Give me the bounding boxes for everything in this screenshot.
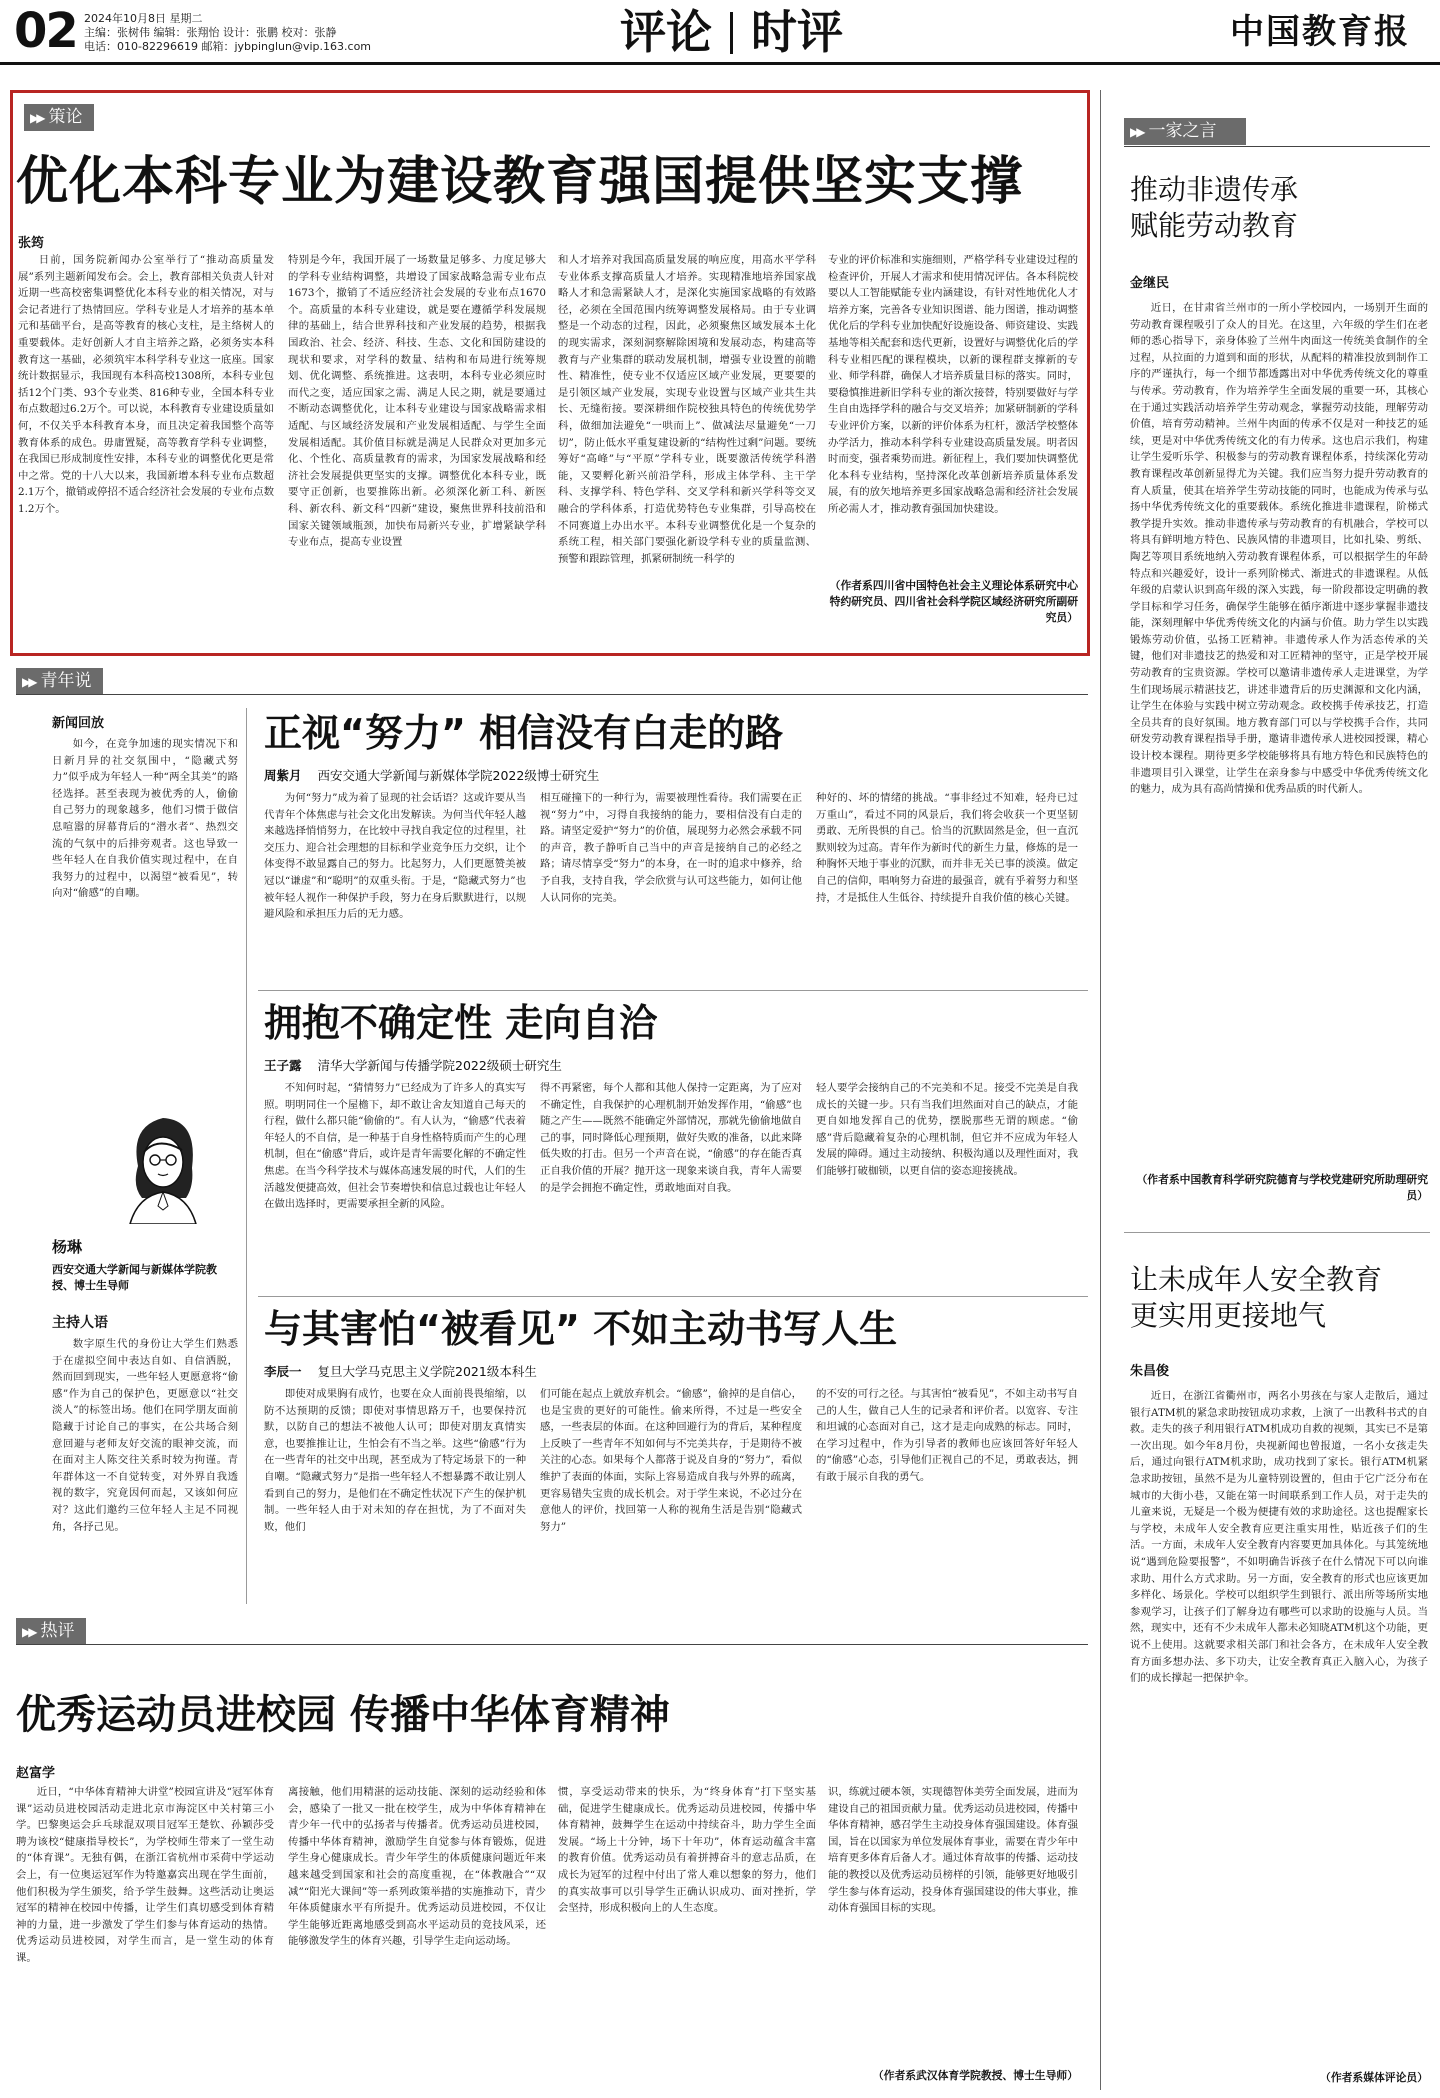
youth-article-1-byline bbox=[264, 766, 599, 784]
hot-author: 赵富学 bbox=[16, 1766, 56, 1781]
right-column-divider bbox=[1100, 90, 1101, 2090]
arrow-icon: ▶▶ bbox=[30, 111, 43, 125]
right-article-1-author: 金继民 bbox=[1130, 276, 1170, 291]
youth-article-3-byline bbox=[264, 1362, 537, 1380]
arrow-icon: ▶▶ bbox=[1130, 125, 1143, 139]
lead-title: 优化本科专业为建设教育强国提供坚实支撑 bbox=[16, 152, 1024, 212]
author-name: 李辰一 bbox=[264, 1364, 302, 1379]
paper-logo: 中国教育报 bbox=[1230, 12, 1410, 52]
host-words-heading: 主持人语 bbox=[52, 1315, 108, 1331]
right-tag-label: 一家之言 bbox=[1148, 121, 1217, 141]
youth-article-3-col-3: 的不安的可行之径。与其害怕“被看见”，不如主动书写自己的人生，做自己人生的记录者和评价者。以宽容、专注和坦诚的心态面对自己，这才是走向成熟的标志。同时，在学习过程中，作为引导者的教师也应该回答好年轻人的“偷感”心态，引导他们正视自己的不足，勇敢表达，拥有敢于展示自我的勇气。 bbox=[816, 1388, 1078, 1483]
right-article-2-author: 朱昌俊 bbox=[1130, 1364, 1170, 1379]
youth-article-1-title: 正视“努力” 相信没有白走的路 bbox=[264, 711, 784, 755]
lead-col-4 bbox=[828, 252, 1078, 564]
author-affiliation: 复旦大学马克思主义学院2021级本科生 bbox=[317, 1364, 537, 1379]
youth-article-2-col-1: 不知何时起，“猜情努力”已经成为了许多人的真实写照。明明同住一个屋檐下，却不敢让舍友知道自己每天的行程，做什么都只能“偷偷的”。有人认为，“偷感”代表着年轻人的不自信，是一种基于自身性格特质而产生的心理机制，但在“偷感”背后，或许是青年需要化解的不确定性焦虑。在当今科学技术与媒体高速发展的时代，人们的生活越发便捷高效，但社会节奏增快和信息过载也让年轻人在做出选择时，更需要承担全新的风险。 bbox=[264, 1082, 526, 1211]
hot-tag bbox=[16, 1618, 86, 1645]
right-article-2-note: （作者系媒体评论员） bbox=[1320, 2071, 1428, 2084]
lead-author-note: （作者系四川省中国特色社会主义理论体系研究中心特约研究员、四川省社会科学院区域经济研究所副研究员） bbox=[829, 579, 1078, 624]
author-affiliation: 清华大学新闻与传播学院2022级硕士研究生 bbox=[317, 1058, 562, 1073]
hot-col-1: 近日，“中华体育精神大讲堂”校园宣讲及“冠军体育课”运动员进校园活动走进北京市海淀区中关村第三小学。巴黎奥运会乒乓球混双项目冠军王楚钦、孙颖莎受聘为该校“健康指导校长”，为学校师生带来了一堂生动的“体育课”。无独有偶，在浙江省杭州市采荷中学运动会上，有一位奥运冠军作为特邀嘉宾出现在学生面前，他们积极为学生颁奖，给予学生鼓舞。这些活动让奥运冠军的精神在校园中传播，让学生们真切感受到体育精神的力量，进一步激发了学生们参与体育运动的热情。优秀运动员进校园，对学生而言，是一堂生动的体育课。 bbox=[16, 1786, 274, 1964]
arrow-icon: ▶▶ bbox=[22, 1625, 35, 1639]
editor-line: 主编：张树伟 编辑：张翔怡 设计：张鹏 校对：张静 bbox=[84, 26, 337, 39]
host-name: 杨琳 bbox=[52, 1238, 83, 1256]
issue-date: 2024年10月8日 星期二 bbox=[84, 12, 203, 25]
contact-line: 电话：010-82296619 邮箱：jybpinglun@vip.163.com bbox=[84, 40, 372, 53]
lead-author: 张筠 bbox=[18, 236, 45, 251]
youth-article-1-col-3: 种好的、坏的情绪的挑战。“事非经过不知难，轻舟已过万重山”，看过不同的风景后，我们将会收获一个更坚韧勇敢、无所畏惧的自己。恰当的沉默固然是金，但一直沉默则较为过高。青年作为新时代的新生力量，修炼的是一种胸怀天地于事业的沉默，而并非无关已事的淡漠。做定自己的信仰，唱响努力奋进的最强音，就有乎着努力和坚持，才是抵住人生低谷、持续提升自我价值的核心关键。 bbox=[816, 792, 1078, 904]
youth-tag bbox=[16, 668, 103, 695]
news-replay-text: 如今，在竞争加速的现实情况下和日新月异的社交氛围中，“隐藏式努力”似乎成为年轻人一种“两全其美”的路径选择。甚至表现为被优秀的人，偷偷自己努力的现象越多，他们习惯于做信息喧嚣的屏幕背后的“潜水者”、热烈交流的气氛中的后排旁观者。这也导致一些年轻人在自我价值实现过程中，在自我努力的过程中，以渴望“被看见”，转向对“偷感”的自嘲。 bbox=[52, 738, 238, 900]
host-description: 西安交通大学新闻与新媒体学院教授、博士生导师 bbox=[52, 1263, 217, 1292]
author-name: 周紫月 bbox=[264, 768, 302, 783]
hot-col-2: 离接触，他们用精湛的运动技能、深刻的运动经验和体会，感染了一批又一批在校学生，成为中华体育精神在青少年一代中的弘扬者与传播者。优秀运动员进校园，传播中华体育精神，激励学生自觉参与体育锻炼，促进学生身心健康成长。青少年学生的体质健康问题近年来越来越受到国家和社会的高度重视，在“体教融合”“双减”“阳光大课间”等一系列政策举措的实施推动下，青少年体质健康水平有所提升。优秀运动员进校园，不仅让学生能够近距离地感受到高水平运动员的竞技风采，还能够激发学生的体育兴趣，引导学生走向运动场。 bbox=[288, 1786, 546, 1948]
youth-article-1-col-2: 相互碰撞下的一种行为，需要被理性看待。我们需要在正视“努力”中，习得自我接纳的能力，要相信没有白走的路。请坚定爱护“努力”的价值，展现努力必然会承载不同的声音，教子静听自己当中的声音是接纳自己的必经之路；请尽情享受“努力”的本身，在一时的追求中修养，给予自我，支持自我，学会欣赏与认可这些能力，如何让他人认同你的完美。 bbox=[540, 792, 802, 904]
news-replay-heading: 新闻回放 bbox=[52, 716, 105, 731]
lead-tag bbox=[24, 104, 94, 131]
hot-rule bbox=[16, 1644, 1088, 1645]
right-divider bbox=[1124, 1232, 1430, 1233]
section-a: 评论 bbox=[620, 5, 712, 59]
youth-article-3-col-2: 们可能在起点上就放弃机会。“偷感”，偷掉的是自信心，也是宝贵的更好的可能性。偷来所得，不过是一些安全感，一些表层的体面。在这种回避行为的背后，某种程度上反映了一些青年不知如何与不完美共存，于是期待不被关注的心态。如果每个人都落于说及自身的“努力”，看似维护了表面的体面，实际上容易造成自我与外界的疏离，更容易错失宝贵的成长机会。对于学生来说，不必过分在意他人的评价，找回第一人称的视角生活是告别“隐藏式努力” bbox=[540, 1388, 802, 1533]
right-article-1-note: （作者系中国教育科学研究院德育与学校党建研究所助理研究员） bbox=[1136, 1173, 1428, 1202]
hot-tag-label: 热评 bbox=[40, 1621, 75, 1641]
lead-col-2 bbox=[288, 252, 546, 644]
sidebar-divider bbox=[246, 708, 247, 1604]
hot-col-4: 识，练就过硬本领，实现德智体美劳全面发展，进而为建设自己的祖国贡献力量。优秀运动员进校园，传播中华体育精神，感召学生主动投身体育强国建设。体育强国，旨在以国家为单位发展体育事业，需要在青少年中培育更多体育后备人才。通过体育故事的传播、运动技能的教授以及优秀运动员榜样的引领，能够更好地吸引学生参与体育运动，投身体育强国建设的伟大事业，推动体育强国目标的实现。 bbox=[828, 1786, 1078, 1915]
section-title bbox=[620, 4, 843, 60]
arrow-icon: ▶▶ bbox=[22, 675, 35, 689]
youth-article-1-col-1: 为何“努力”成为着了显现的社会话语？这或许要从当代青年个体焦虑与社会文化出发解读。为何当代年轻人越来越选择悄悄努力，在比较中寻找自我定位的过程里，社交压力、迎合社会理想的目标和学业竞争压力交织，让个体变得不敢显露自己的努力。比起努力，人们更愿赞美被冠以“谦虚”和“聪明”的双重头衔。于是，“隐藏式努力”也被年轻人视作一种保护手段，努力在身后默默进行，以规避风险和承担压力后的无力感。 bbox=[264, 792, 526, 921]
author-affiliation: 西安交通大学新闻与新媒体学院2022级博士研究生 bbox=[317, 768, 600, 783]
author-name: 王子露 bbox=[264, 1058, 302, 1073]
masthead-rule bbox=[0, 62, 1440, 65]
youth-article-3-col-1: 即使对成果胸有成竹，也要在众人面前畏畏缩缩，以防不达预期的反馈；即使对事情思路万千，也要保持沉默，以防自己的想法不被他人认可；即使对朋友真情实意，也要推推让让，生怕会有不当之举。这些“偷感”行为在一些青年的社交中出现，甚至成为了特定场景下的一种自嘲。“隐藏式努力”是指一些年轻人不想暴露不敢让别人看到自己的努力，是他们在不确定性状况下产生的保护机制。一些年轻人由于对未知的存在担忧，为了不面对失败，他们 bbox=[264, 1388, 526, 1533]
youth-article-2-title: 拥抱不确定性 走向自洽 bbox=[264, 1001, 658, 1045]
hot-col-3: 惯，享受运动带来的快乐，为“终身体育”打下坚实基础，促进学生健康成长。优秀运动员进校园，传播中华体育精神，鼓舞学生在运动中持续奋斗，助力学生全面发展。“场上十分钟，场下十年功”，体育运动蕴含丰富的教育价值。优秀运动员有着拼搏奋斗的意志品质，在成长为冠军的过程中付出了常人难以想象的努力，他们的真实故事可以引导学生正确认识成功、面对挫折，学会坚持，形成积极向上的人生态度。 bbox=[558, 1786, 816, 1915]
lead-col-3-text: 和人才培养对我国高质量发展的响应度，用高水平学科专业体系支撑高质量人才培养。实现精准地培养国家战略人才和急需紧缺人才，是深化实施国家战略的有效路径，必须在全国范围内统筹调整发展格局。由于专业调整是一个动态的过程，因此，必须聚焦区域发展本土化的现实需求，深刻洞察解除困境和发展动态，构建高等教育与产业集群的联动发展机制，增强专业设置的前瞻性、精准性，使专业不仅适应区域产业发展，更要要的是引领区域产业发展，实现专业设置与区域产业共生共长、无缝衔接。要深耕细作院校独具特色的传统优势学科，做细加法避免“一哄而上”、做减法尽量避免“一刀切”，防止低水平重复建设新的“结构性过剩”问题。要统筹好“高峰”与“平原”学科专业，既要激活传统学科潜能，又要孵化新兴前沿学科，形成主体学科、主干学科、支撑学科、特色学科、交叉学科和新兴学科等交叉融合的学科体系，打造优势特色专业集群，引导高校在不同赛道上办出水平。本科专业调整优化是一个复杂的系统工程，相关部门要强化新设学科专业的质量监测、预警和跟踪管理，抓紧研制统一科学的 bbox=[558, 254, 816, 565]
section-b: 时评 bbox=[751, 5, 843, 59]
hot-title: 优秀运动员进校园 传播中华体育精神 bbox=[16, 1692, 670, 1738]
masthead-meta bbox=[84, 12, 371, 54]
lead-col-1 bbox=[18, 252, 274, 644]
right-article-2-text: 近日，在浙江省衢州市，两名小男孩在与家人走散后，通过银行ATM机的紧急求助按钮成功求救，上演了一出教科书式的自救。走失的孩子利用银行ATM机成功自救的视频，其实已不是第一次出现。如今年8月份，央视新闻也曾报道，一名小女孩走失后，通过向银行ATM机求助，成功找到了家长。银行ATM机紧急求助按钮，虽然不是为儿童特别设置的，但由于它广泛分布在城市的大街小巷，又能在第一时间联系到工作人员，对于走失的儿童来说，无疑是一个极为便捷有效的求助途径。这也提醒家长与学校，未成年人安全教育应更注重实用性，贴近孩子们的生活。一方面，未成年人安全教育内容要更加具体化。与其笼统地说“遇到危险要报警”，不如明确告诉孩子在什么情况下可以向谁求助、用什么方式求助。另一方面，安全教育的形式也应该更加多样化、场景化。学校可以组织学生到银行、派出所等场所实地参观学习，让孩子们了解身边有哪些可以求助的设施与人员。当然，现实中，还有不少未成年人都未必知晓ATM机这个功能，更说不上使用。这就要求相关部门和社会各方，在未成年人安全教育方面多想办法、多下功夫，让安全教育真正入脑入心，为孩子们的成长撑起一把保护伞。 bbox=[1130, 1390, 1428, 1685]
right-article-2-title: 让未成年人安全教育 更实用更接地气 bbox=[1130, 1263, 1383, 1332]
right-article-1-title: 推动非遗传承 赋能劳动教育 bbox=[1130, 173, 1299, 242]
host-words-text: 数字原生代的身份让大学生们熟悉于在虚拟空间中表达自如、自信洒脱，然而回到现实，一些年轻人更愿意将“偷感”作为自己的保护色，更愿意以“社交淡人”的标签出场。他们在同学朋友面前隐藏于讨论自己的事实，在公共场合刻意回避与老师友好交流的眼神交流，而在面对主人陈交往关系时较为拘谨。青年群体这一不自觉转变，对外界自我透视的数字，究竟因何而起，又该如何应对？这此们邀约三位年轻人主足不同视角，各抒己见。 bbox=[52, 1338, 238, 1533]
youth-article-2-byline bbox=[264, 1056, 562, 1074]
section-divider bbox=[730, 12, 733, 54]
lead-tag-label: 策论 bbox=[48, 107, 83, 127]
lead-col-4-text: 专业的评价标准和实施细则，严格学科专业建设过程的检查评价，开展人才需求和使用情况评估。各本科院校要以人工智能赋能专业内涵建设，有针对性地优化人才培养方案，完善各专业知识图谱、能力图谱，推动调整优化后的学科专业加快配好设施设备、师资建设、实践基地等相关配套和迭代更新，设置好与调整优化后的学科专业相匹配的课程模块，以新的课程群支撑新的专业、师学科群，确保人才培养质量目标的落实。同时，要稳慎推进新旧学科专业的渐次接替，特别要做好与学生自由选择学科的融合与交叉培养；加紧研制新的学科专业评价方案，以新的评价体系为杠杆，激活学校整体办学活力，推动本科学科专业建设高质量发展。明者因时而变，强者乘势而进。新征程上，我们要加快调整优化本科专业结构，坚持深化改革创新培养质量体系发展，有的放矢地培养更多国家战略急需和经济社会发展所必需人才，推动教育强国加快建设。 bbox=[828, 254, 1078, 515]
right-tag bbox=[1124, 118, 1246, 145]
article-divider bbox=[258, 990, 1088, 991]
youth-tag-label: 青年说 bbox=[40, 671, 92, 691]
lead-col-2-text: 特别是今年，我国开展了一场数量足够多、力度足够大的学科专业结构调整，共增设了国家战略急需专业布点1673个，撤销了不适应经济社会发展的专业布点1670个。高质量的本科专业建设，就是要在遵循学科发展规律的基础上，结合世界科技和产业发展的趋势，根据我国政治、社会、经济、科技、生态、文化和国防建设的现状和要求，对学科的数量、结构和布局进行统筹规划、优化调整、系统推进。这表明，本科专业必须应时而代之变，适应国家之需、满足人民之期，就是要通过不断动态调整优化，让本科专业建设与国家战略需求相适配、与区域经济发展和产业发展相适配、与学生全面发展相适配。其价值目标就是满足人民群众对更加多元化、个性化、高质量教育的需求，为国家发展战略和经济社会发展提供更坚实的支撑。调整优化本科专业，既要守正创新，也要推陈出新。必须深化新工科、新医科、新农科、新文科“四新”建设，聚焦世界科技前沿和国家关键领域瓶颈，加快布局新兴专业，扩增紧缺学科专业布点，提高专业设置 bbox=[288, 254, 546, 549]
right-article-1-text: 近日，在甘肃省兰州市的一所小学校园内，一场别开生面的劳动教育课程吸引了众人的目光。在这里，六年级的学生们在老师的悉心指导下，亲身体验了兰州牛肉面这一传统美食制作的全过程，从拉面的力道到和面的形状，从配料的精准投放到制作工序的严谨执行，每一个细节都透露出对中华优秀传统文化的尊重与传承。劳动教育，作为培养学生全面发展的重要一环，其核心在于通过实践活动培养学生劳动观念，掌握劳动技能，理解劳动价值，培育劳动精神。兰州牛肉面的传承不仅是对一种技艺的延续，更是对中华优秀传统文化的有力传承。这也启示我们，构建让学生爱听乐学、积极参与的劳动教育课程体系，持续深化劳动教育课程改革创新显得尤为关键。我们应当努力提升劳动教育的育人质量，使其在培养学生劳动技能的同时，也能成为传承与弘扬中华优秀传统文化的重要载体。系统化推进非遗课程，阶梯式教学提升实效。推动非遗传承与劳动教育的有机融合，学校可以将具有鲜明地方特色、民族风情的非遗项目，比如扎染、剪纸、陶艺等项目系统地纳入劳动教育课程体系，可以根据学生的年龄特点和兴趣爱好，设计一系列阶梯式、渐进式的非遗课程。从低年级的启蒙认识到高年级的深入实践，每一阶段都设定明确的教学目标和学习任务，确保学生能够在循序渐进中逐步掌握非遗技能，深刻理解中华优秀传统文化的内涵与价值。助力学生以实践锻炼劳动价值，弘扬工匠精神。非遗传承人作为活态传承的关键，他们对非遗技艺的热爱和对工匠精神的坚守，正是学校开展劳动教育的宝贵资源。学校可以邀请非遗传承人走进课堂，为学生们现场展示精湛技艺，讲述非遗背后的历史渊源和文化内涵，让学生在体验与实践中树立劳动观念。政校携手传承技艺，打造全员共育的良好氛围。地方教育部门可以与学校携手合作，共同研发劳动教育课程指导手册，邀请非遗传承人进校园授课，精心设计校本课程。期待更多学校能够将具有地方特色和民族特色的非遗项目引入课堂，让学生在亲身参与中感受中华优秀传统文化的魅力，成为具有高尚情操和优秀品质的时代新人。 bbox=[1130, 302, 1428, 796]
host-portrait bbox=[108, 1106, 218, 1224]
youth-article-2-col-2: 得不再紧密，每个人都和其他人保持一定距离，为了应对不确定性，自我保护的心理机制开始发挥作用，“偷感”也随之产生——既然不能确定外部情况，那就先偷偷地做自己的事，同时降低心理预期，做好失败的准备，以此来降低失败的打击。但另一个声音在说，“偷感”的存在能否真正自我价值的开展？抛开这一现象来谈自我，青年人需要的是学会拥抱不确定性，勇敢地面对自我。 bbox=[540, 1082, 802, 1194]
right-rule bbox=[1124, 146, 1430, 147]
youth-article-3-title: 与其害怕“被看见” 不如主动书写人生 bbox=[264, 1307, 898, 1351]
article-divider bbox=[258, 1296, 1088, 1297]
youth-article-2-col-3: 轻人要学会接纳自己的不完美和不足。接受不完美是自我成长的关键一步。只有当我们坦然面对自己的缺点，才能更自如地发挥自己的优势，摆脱那些无谓的顾虑。“偷感”背后隐藏着复杂的心理机制，但它并不应成为年轻人发展的障碍。通过主动接纳、积极沟通以及理性面对，我们能够打破枷锁，以更自信的姿态迎接挑战。 bbox=[816, 1082, 1078, 1177]
page-number: 02 bbox=[14, 3, 77, 59]
youth-rule bbox=[16, 694, 1088, 695]
lead-col-3 bbox=[558, 252, 816, 644]
lead-col-1-text: 日前，国务院新闻办公室举行了“推动高质量发展”系列主题新闻发布会。会上，教育部相关负责人针对近期一些高校密集调整优化本科专业的相关情况，对与会记者进行了热情回应。学科专业是人才培养的基本单元和基础平台，是高等教育的核心支柱，是主络树人的重要载体。走好创新人才自主培养之路，必须务实本科教育这一基础，必须筑牢本科学科专业这一底座。国家统计数据显示，我国现有本科高校1308所，本科专业包括12个门类、93个专业类、816种专业，全国本科专业布点数超过6.2万个。可以说，本科教育专业建设质量如何，不仅关乎本科教育本身，而且决定着我国整个高等教育体系的成色。毋庸置疑，高等教育学科专业调整，在我国已形成制度性安排，本科专业的调整优化更是常中之常。党的十八大以来，我国新增本科专业布点数超2.1万个，撤销或停招不适合经济社会发展的专业布点数1.2万个。 bbox=[18, 254, 274, 515]
hot-author-note: （作者系武汉体育学院教授、博士生导师） bbox=[872, 2069, 1078, 2082]
